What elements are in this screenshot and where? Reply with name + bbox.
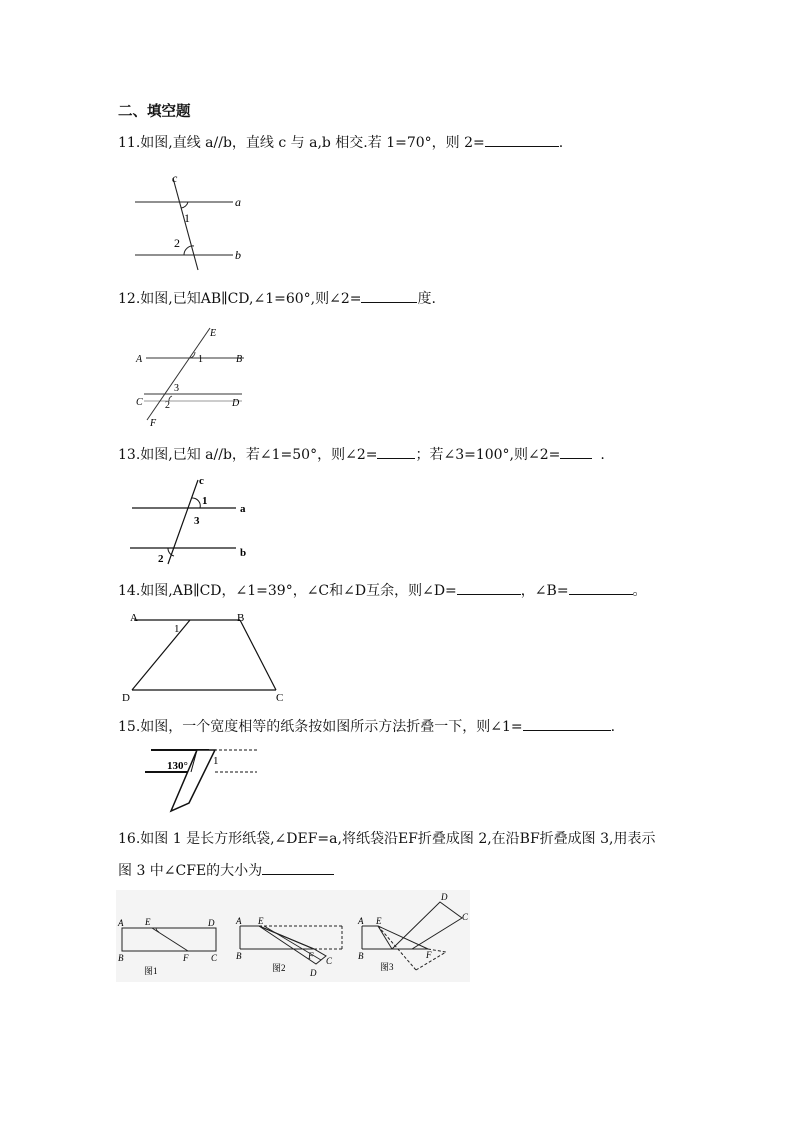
label-1: 1 (184, 211, 190, 225)
label-B: B (236, 951, 242, 961)
label-A: A (358, 916, 364, 926)
question-15 (118, 717, 615, 736)
label-D: D (232, 398, 240, 409)
answer-blank[interactable] (361, 289, 417, 303)
label-F: F (308, 951, 314, 961)
angle-1-arc (181, 202, 188, 208)
question-14 (118, 581, 647, 600)
segment-BC (240, 620, 276, 690)
figure-q12 (132, 322, 257, 430)
label-D: D (441, 892, 448, 902)
label-E: E (145, 917, 151, 927)
label-1: 1 (198, 354, 203, 365)
label-B: B (358, 951, 364, 961)
figure-q15 (145, 745, 263, 817)
answer-blank-1[interactable] (457, 581, 521, 595)
label-E: E (258, 916, 264, 926)
label-A: A (118, 918, 124, 928)
label-1: 1 (174, 623, 180, 635)
label-C: C (136, 397, 143, 408)
answer-blank-2[interactable] (560, 445, 592, 459)
label-b: b (235, 248, 241, 262)
figure-background (116, 890, 470, 982)
label-F: F (183, 953, 189, 963)
question-11-end: . (558, 135, 564, 151)
label-b: b (240, 547, 247, 559)
label-C: C (276, 692, 284, 704)
label-D: D (208, 918, 215, 928)
question-13-text: 13.如图,已知 a//b，若∠1=50°，则∠2= (118, 447, 378, 463)
question-12-end: 度. (417, 291, 436, 307)
question-14-text: 14.如图,AB∥CD，∠1=39°，∠C和∠D互余，则∠D= (118, 583, 457, 599)
label-2: 2 (174, 236, 180, 250)
label-2: 2 (165, 400, 170, 411)
label-D: D (310, 968, 317, 978)
question-16-line-1: 16.如图 1 是长方形纸袋,∠DEF=a,将纸袋沿EF折叠成图 2,在沿BF折叠成图 3,用表示 (118, 831, 656, 847)
label-A: A (130, 612, 138, 624)
label-1: 1 (213, 755, 219, 767)
label-F: F (150, 418, 157, 429)
label-B: B (237, 612, 245, 624)
label-D: D (122, 692, 130, 704)
label-A: A (236, 916, 242, 926)
line-EF (147, 328, 210, 420)
angle-1-arc (192, 498, 200, 508)
label-C: C (326, 956, 333, 966)
label-a: a (235, 195, 241, 209)
answer-blank[interactable] (523, 717, 611, 731)
label-c: c (199, 475, 204, 487)
question-13 (118, 445, 605, 464)
label-E: E (210, 328, 217, 339)
section-title: 二、填空题 (118, 104, 191, 120)
label-E: E (376, 916, 382, 926)
question-11 (118, 133, 563, 152)
question-14-end: 。 (632, 583, 647, 599)
figure-q16 (116, 890, 470, 982)
figure-q14 (118, 608, 293, 706)
label-C: C (211, 953, 218, 963)
caption-fig2: 图2 (272, 963, 286, 973)
question-12-text: 12.如图,已知AB∥CD,∠1=60°,则∠2= (118, 291, 362, 307)
label-B: B (118, 953, 124, 963)
label-c: c (172, 171, 178, 185)
question-15-text: 15.如图，一个宽度相等的纸条按如图所示方法折叠一下，则∠1= (118, 719, 523, 735)
question-13-mid: ；若∠3=100°,则∠2= (415, 447, 561, 463)
answer-blank-1[interactable] (377, 445, 415, 459)
question-16-line-2 (118, 861, 334, 880)
label-F: F (426, 950, 432, 960)
figure-q13 (124, 474, 258, 566)
question-11-text: 11.如图,直线 a//b，直线 c 与 a,b 相交.若 1=70°，则 2= (118, 135, 485, 151)
answer-blank-2[interactable] (569, 581, 633, 595)
label-1: 1 (202, 495, 208, 507)
question-12 (118, 289, 436, 308)
label-A: A (136, 354, 143, 365)
label-130: 130° (167, 760, 188, 772)
question-15-end: . (610, 719, 616, 735)
label-3: 3 (194, 515, 200, 527)
label-C: C (462, 912, 469, 922)
question-14-mid: ，∠B= (520, 583, 569, 599)
label-a: a (240, 503, 246, 515)
caption-fig1: 图1 (144, 966, 158, 976)
question-13-end: . (600, 447, 605, 463)
label-2: 2 (158, 553, 164, 565)
question-16-text: 图 3 中∠CFE的大小为 (118, 863, 263, 879)
segment-AD-diagonal (132, 620, 190, 690)
label-B: B (236, 354, 243, 365)
answer-blank[interactable] (262, 861, 334, 875)
label-3: 3 (174, 383, 179, 394)
answer-blank[interactable] (485, 133, 559, 147)
figure-q11 (125, 168, 265, 276)
caption-fig3: 图3 (380, 962, 394, 972)
